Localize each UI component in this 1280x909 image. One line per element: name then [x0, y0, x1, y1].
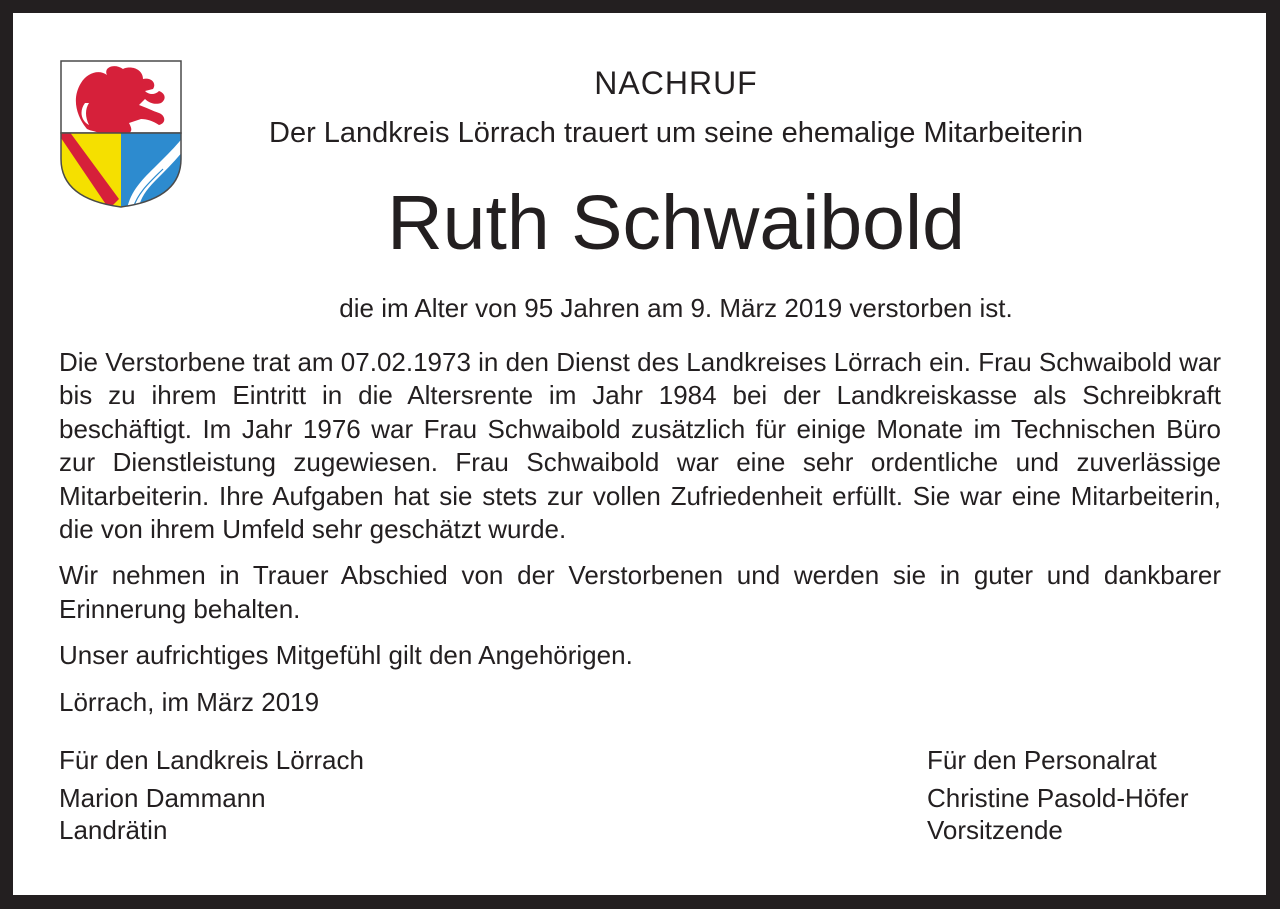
deceased-name: Ruth Schwaibold — [387, 180, 965, 266]
body-paragraph: Wir nehmen in Trauer Abschied von der Verstorbenen und werden sie in guter und dankbarer Erinnerung behalten. — [59, 560, 1221, 624]
signature-role: Vorsitzende — [927, 815, 1063, 845]
obituary-body — [59, 346, 1221, 732]
obituary-card — [13, 13, 1266, 895]
place-date: Lörrach, im März 2019 — [59, 686, 320, 717]
signature-name: Marion Dammann — [59, 783, 266, 813]
condolence-line: Unser aufrichtiges Mitgefühl gilt den Angehörigen. — [59, 640, 633, 671]
signature-right — [927, 744, 1189, 846]
age-line: die im Alter von 95 Jahren am 9. März 2019 verstorben ist. — [339, 293, 1013, 323]
signature-role: Landrätin — [59, 815, 168, 845]
signature-left — [59, 744, 364, 846]
body-paragraph: Die Verstorbene trat am 07.02.1973 in den Dienst des Landkreises Lörrach ein. Frau Schwaibold war bis zu ihrem Eintritt in die Altersrente im Jahr 1984 bei der Landkreiskasse als Schreibkraft beschäftigt. Im Jahr 1976 war Frau Schwaibold zusätzlich für einige Monate im Technischen Büro zur Dienstleistung zugewiesen. Frau Schwaibold war eine sehr ordentliche und zuverlässige Mitarbeiterin. Ihre Aufgaben hat sie stets zur vollen Zufriedenheit erfüllt. Sie war eine Mitarbeiterin, die von ihrem Umfeld sehr geschätzt wurde. — [59, 347, 1221, 545]
signature-name: Christine Pasold-Höfer — [927, 783, 1189, 813]
signature-org: Für den Personalrat — [927, 745, 1157, 775]
notice-heading: NACHRUF — [594, 65, 758, 101]
notice-subheading: Der Landkreis Lörrach trauert um seine ehemalige Mitarbeiterin — [269, 117, 1083, 149]
signature-org: Für den Landkreis Lörrach — [59, 745, 364, 775]
